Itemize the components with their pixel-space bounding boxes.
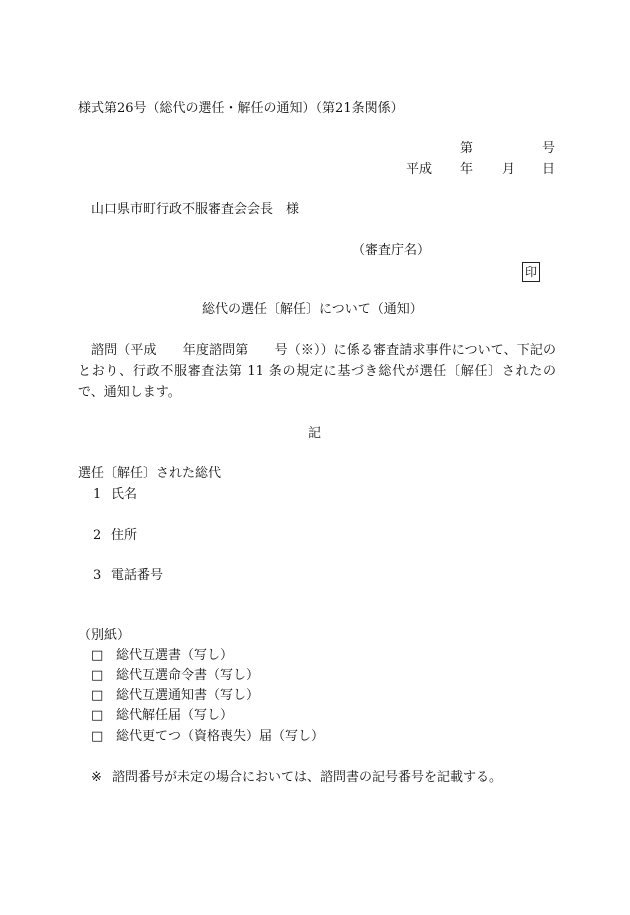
subject-title: 総代の選任〔解任〕について（通知） [202,302,423,317]
item-label-address: 住所 [111,528,138,543]
seal-mark: 印 [522,262,540,282]
attachment-item: 総代互選書（写し） [116,648,234,663]
form-title: 様式第26号（総代の選任・解任の通知）（第21条関係） [78,101,404,116]
date-month: 月 [502,162,516,177]
note-mark: ※ [91,770,102,785]
checkbox-icon: □ [91,668,104,683]
attachment-item: 総代更てつ（資格喪失）届（写し） [116,729,325,744]
section-heading: 選任〔解任〕された総代 [78,466,222,481]
attachment-item: 総代互選通知書（写し） [116,688,260,703]
attachment-item: 総代解任届（写し） [116,708,234,723]
sender-name: （審査庁名） [352,243,431,258]
body-paragraph: 諮問（平成 年度諮問第 号（※））に係る審査請求事件について、下記のとおり、行政不服審査法第 11 条の規定に基づき総代が選任〔解任〕されたので、通知します。 [78,343,556,400]
date-era: 平成 [406,162,433,177]
item-number: 2 [93,528,102,543]
checkbox-icon: □ [91,688,104,703]
number-dai: 第 [460,141,474,156]
item-label-phone: 電話番号 [111,568,164,583]
checkbox-icon: □ [91,648,104,663]
number-go: 号 [542,141,556,156]
attachment-heading: （別紙） [78,628,131,643]
item-label-name: 氏名 [111,487,138,502]
checkbox-icon: □ [91,708,104,723]
checkbox-icon: □ [91,729,104,744]
addressee: 山口県市町行政不服審査会会長 様 [91,202,300,217]
date-year: 年 [460,162,474,177]
date-day: 日 [542,162,556,177]
item-number: 3 [93,568,102,583]
item-number: 1 [93,487,102,502]
ki-label: 記 [308,426,322,441]
note-text: 諮問番号が未定の場合においては、諮問書の記号番号を記載する。 [112,770,503,785]
attachment-item: 総代互選命令書（写し） [116,668,260,683]
